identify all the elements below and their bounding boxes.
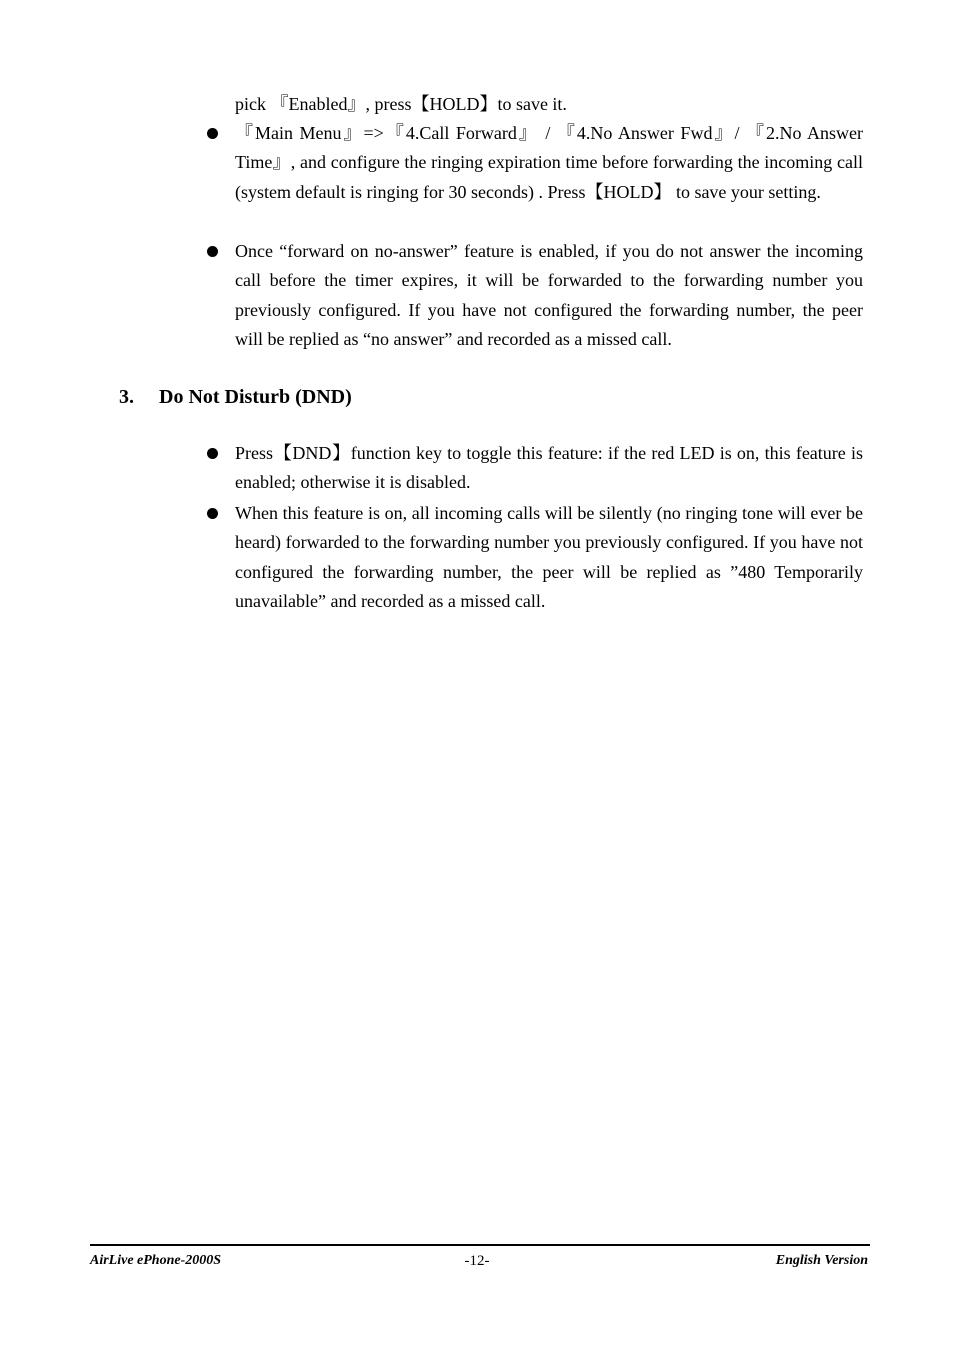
footer-divider — [90, 1244, 870, 1246]
bullet-dnd-toggle: Press【DND】function key to toggle this feature: if the red LED is on, this feature is enabled; otherwise it is disabled. — [235, 443, 863, 493]
section-heading — [119, 382, 352, 412]
bullet-icon — [207, 246, 218, 257]
section-number: 3. — [119, 386, 134, 408]
bullet-no-answer-menu-path: 『Main Menu』=>『4.Call Forward』 / 『4.No Answer Fwd』/ 『2.No Answer Time』, and configure the ringing expiration time before forwarding the incoming call (system default is ringing for 30 seconds) . Press【HOLD】 to save your setting. — [235, 123, 863, 202]
footer-product-name: AirLive ePhone-2000S — [90, 1253, 222, 1268]
bullet-icon — [207, 508, 218, 519]
bullet-icon — [207, 128, 218, 139]
footer-page-number: -12- — [464, 1253, 490, 1269]
continuation-text: pick 『Enabled』, press【HOLD】to save it. — [235, 94, 567, 114]
section-title: Do Not Disturb (DND) — [159, 386, 352, 408]
bullet-icon — [207, 448, 218, 459]
bullet-no-answer-behavior: Once “forward on no-answer” feature is enabled, if you do not answer the incoming call before the timer expires, it will be forwarded to the forwarding number you previously configured. If you have not configured the forwarding number, the peer will be replied as “no answer” and recorded as a missed call. — [235, 241, 863, 349]
footer-version: English Version — [775, 1253, 868, 1268]
bullet-dnd-behavior: When this feature is on, all incoming calls will be silently (no ringing tone will ever be heard) forwarded to the forwarding number you previously configured. If you have not configured the forwarding number, the peer will be replied as ”480 Temporarily unavailable” and recorded as a missed call. — [235, 503, 863, 611]
